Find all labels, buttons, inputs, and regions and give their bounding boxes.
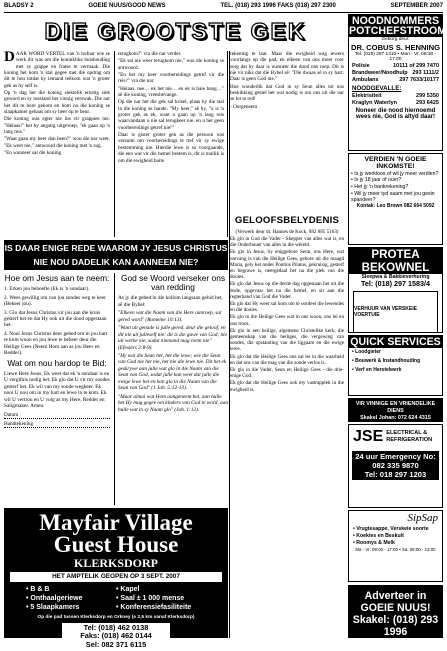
protea-subtitle: Sleepwa & Bakkieverhuring [361,274,430,280]
mayfair-contacts [62,623,170,651]
article-column-1 [4,51,110,237]
jse-emergency-label: 24 uur Emergency No: [355,451,436,461]
step-item: 4. Nooi Jesus Christus deur gebed om in jou hart te kom woon en jou lewe te beheer deur die Heilige Gees (Neem Hom aan as jou Heer en Redder). [4,330,108,357]
article-paragraph: "En wanneer sal die koning [4,150,62,157]
service-item: • Verf en Herstelwerk [352,367,402,373]
emergency-row: Elektrisiteit 299 5350 [352,92,439,99]
emergency-numbers-advert [348,14,447,151]
scripture-quote: "Hy wat die Seun het, het die lewe; wie die Seun van God nie het nie, het nie die lewe nie. Dit het ek geskrywe aan julle wat glo in die Naam van die Seun van God, sodat julle kan weet dat julle die ewige lewe het en kan glo in die Naam van die Seun van God" (1 Joh. 5:12-13). [118,353,227,392]
creed-line: Ek glo dat Jesus op die derde dag opgestaan het uit die dode, opgevaar het na die hemel, en sit aan die regterhand van God die Vader. [230,281,344,300]
article-paragraph: "Helaas, nee… ek het nie… en ek is baie bang…" sê die koning, vreesbevange. [118,85,224,99]
article-column-2 [118,51,224,237]
date-line[interactable]: Datum [4,412,110,419]
mayfair-town: KLERKSDORP [73,556,158,570]
assurance-heading: God se Woord verseker ons van redding [120,273,226,293]
page-header [4,2,443,13]
article-paragraph: DAAR WORD VERTEL van 'n hofnar wie se werk dit was om die koninklike huishouding met sy grappe en fratse te vermaak. Die koning het hom 'n stal gegee met die opdrag om dit te hou totdat hy iemand teëkom wat 'n groter gek as hy self is. [4,49,110,89]
creed-column [230,215,344,639]
emergency-row: Polisie 10111 of 299 7470 [352,63,439,70]
article-paragraph: Hoe wonderlik dat God in sy Seun alles tot ons beskikking gestel het wat nodig is om ons uit die nar se lot te red! [230,83,344,103]
drop-cap: D [4,49,15,65]
article-paragraph: "En het my heer voorbereidings getref vir die reis?" vra die nar. [118,72,224,85]
article-title: DIE GROOTSTE GEK [44,18,307,44]
sipsap-item: • Koekies en Beskuit [353,533,404,539]
creed-line: Ek glo in een heilige, algemene Christelike kerk, die gemeenskap van die heiliges, die vergewing van sondes, die opstanding van die liggaam en die ewige lewe. [230,327,344,353]
income-contact: Kontak: Leo Brown 082 664 5092 [356,202,435,209]
how-to-accept-column [4,273,110,505]
feature-item: • Saal ± 1 000 mense [116,594,185,602]
step-item: 1. Erken jou behoefte (Ek is 'n sondaar). [4,286,90,293]
prayer-heading: Wat om nou hardop te Bid: [7,357,107,368]
jse-advert [348,424,443,508]
mayfair-cell: Sel: 082 371 6115 [85,640,147,650]
sponsor-label: Geborg deur: [381,37,410,42]
step-item: 3. Glo dat Jesus Christus vir jou aan die kruis gesterf het en dat Hy ook uit die dood opgestaan het. [4,309,107,329]
step-item: 2. Wees gewillig om van jou sondes weg te keer (Bekeer jou). [4,294,106,308]
creed-line: Ek glo dat die Heilige Gees ook my vastrapplek in die ewigheid is. [230,380,344,393]
paper-name: GOEIE NUUS/GOOD NEWS [88,3,166,10]
prayer-text: Liewe Here Jesus, Ek weet dat ek 'n sondaar is en U vergifnis nodig het. Ek glo dat U vir my sondes gesterf het. Ek wil van my sonde wegkeer. Ek nooi U nou om in my hart en lewe in te kom. Ek wil U vertrou en U volg as my Here, Redder en Saligmaker. Amen. [4,370,110,410]
scripture-quote: "Maar almal wat Hom aangeneem het, aan hulle het Hy mag gegee om kinders van God te word, aan hulle wat in sy Naam glo" (Joh. 1:12). [118,393,228,413]
doctor-name: DR. COBUS S. HENNING [350,42,441,52]
header-date: SEPTEMBER 2007 [390,3,443,10]
feature-item: • B & B [26,585,50,593]
jse-title: ELECTRICAL & REFRIGERATION [386,430,433,443]
question-banner: IS DAAR ENIGE REDE WAAROM JY JESUS CHRISTUS NIE NOU DADELIK KAN AANNEEM NIE? [4,240,228,270]
creed-line: Ek glo in God die Vader - Skepper van alles wat is, en die Onderhouer van alles in die wêreld. [230,235,344,249]
mayfair-advert [4,508,228,650]
assurance-column [118,273,228,505]
article-paragraph: Daar is gister groter gek as die persoon wat versuim om voorbereidings te tref vir sy ewige bestemming nie. Hierdie lewe is so voorgaande, die een wat vir die hemel bestem is, dit is mallik is om die ewigheid buite [118,132,224,164]
header-contact: TEL. (018) 293 1996 FAKS (018) 297 2300 [220,3,336,10]
how-to-accept-heading: Hoe om Jesus aan te neem: [4,273,110,283]
article-byline: - Oorgeneem [230,103,258,110]
creed-line: Ek glo in die Vader, Seun en Heilige Gees - die drie-enige God. [230,366,344,380]
article-paragraph: "Ek sal nie weer terugkom nie," was die koning se antwoord. [118,58,224,71]
quick-services-title: QUICK SERVICES [350,336,441,348]
income-heading: VERDIEN 'N GOEIE INKOMSTE! [364,156,427,171]
assurance-intro: As jy die gebed in die kollom langsaan gebid het, sê die Bybel: [118,295,223,308]
advertise-banner: Adverteer in GOEIE NUUS! Skakel: (018) 293 1996 [348,585,443,638]
column-divider [114,51,115,237]
scripture-quote: "Want uit genade is julle gered, deur die geloof, en dit nie uit julleself nie: dit is die gawe van God; nie uit werke nie, sodat niemand mag roem nie" (Efesiërs 2:8-9). [118,325,228,351]
feature-item: • 5 Slaapkamers [26,603,80,611]
fast-service-heading: VIR VINNIGE EN VRIENDELIKE DIENS [355,401,436,414]
mayfair-fax: Faks: (018) 462 0144 [80,631,152,641]
article-paragraph: Op 'n dag het die koning siektelik ernstig siek geword en sy toestand het vinnig verswak. Die nar het dit te hore gekom en hom na die koning se slaapkamer gehaas om sy heer op te beur. [4,90,110,116]
emergency-note: Noneer die nood hiernoemd wees nie, God is altyd daar! [355,107,436,121]
jse-emergency [352,451,439,480]
creed-heading: GELOOFSBELYDENIS [234,215,340,226]
emergency-title: NOODNOMMERS POTCHEFSTROOM [349,15,447,37]
emergency-subheading: NOODGEVALLE: [352,85,402,93]
feature-item: • Kapel [116,585,140,593]
creed-line: Ek glo dat Hy weer sal kom om te oordeel die lewendes en die dooies. [230,300,344,314]
mayfair-tel: Tel: (018) 462 0138 [83,622,149,632]
service-item: • Loodgieter [352,349,381,355]
doctor-hours: Tel: (018) 297 1310 • Man - Vr. 08:30 - 17:00 [354,51,437,63]
sipsap-advert [348,510,443,582]
sipsap-item: • Vrugtesappe, Verskeie soorte [353,526,429,533]
income-bullet: • Het jy 'n bankrekening? [351,184,409,190]
sipsap-item: • Roomys & Melk [353,539,395,546]
jse-logo: JSE [353,428,384,445]
column-divider [114,273,115,505]
jse-header [349,425,442,449]
creed-byline: (Verwerk deur dr. Hannes de Kock, 082 885 5163) [235,228,339,235]
feature-item: • Konferensiefasiliteite [116,603,192,611]
sipsap-hours: Ma - Vr: 09:00 - 17:00 • Sa: 09:00 - 13:00 [355,547,436,553]
income-bullet: • Is jy 18 jaar of ouer? [351,177,402,184]
article-paragraph: terugkom?" vra die nar verder. [118,51,182,57]
protea-title: PROTEA BEKOWNEL [349,248,442,274]
article-paragraph: Op die nar het die gek sal krisel, plaas hy die stal in die koning se hande. "My heer," sê hy, "u is 'n groter gek as ek, want u gaan op 'n lang reis waarvandaan u nie sal terugkeer nie, en u het geen voorbereidings getref nie!" [118,99,224,131]
creed-line: Ek glo in die Heilige Gees wat in ons woon, ons lei en ons troos. [230,314,344,327]
creed-line: Ek glo in Jesus, Sy eniggebore Seun, ons Here, wat ontvang is van die Heilige Gees, gebore uit die maagd Maria, gely het onder Pontius Pilatus, gekruisig, gesterf en begrawe is, neergedaal het na die plek van die dooies. [230,249,344,281]
mayfair-subtitle: Guest House [53,532,179,557]
protea-advert [348,247,443,333]
jse-emergency-number: 082 335 9870 [372,460,419,470]
emergency-row: Brandweer/Noodhulp 293 1111/2 [352,70,439,77]
income-advert [348,153,443,245]
fast-service-phone: Skakel Johan: 072 624 4315 [360,415,431,421]
mayfair-features [4,584,228,613]
emergency-row: Ambulans 297 7633/10177 [352,77,439,84]
mayfair-title: Mayfair Village [39,510,193,535]
page-number: BLADSY 2 [4,3,34,10]
scripture-quote: "Elkeen wat die Naam van die Here aanroep, sal gered word" (Romeine 10:13). [118,310,222,323]
article-paragraph: "Waar gaan my heer dan heen?" wou die nar weet. "Ek weet nie," antwoord die koning met 'n sug. [4,136,110,149]
article-paragraph: Die koning was egter nie lus vir grappies nie. "Helaas!" het hy angstig uitgeroep, "ek gaan op 'n lang reis." [4,116,110,136]
sipsap-logo: SipSap [407,512,438,524]
fast-service-banner [348,398,443,422]
quick-services-advert [348,335,443,396]
service-item: • Bouwerk & Instandhouding [352,358,421,364]
mayfair-opening: HET AMPTELIK GEOPEN OP 3 SEPT. 2007 [10,572,222,582]
signature-line[interactable]: Handtekening [4,421,110,428]
feature-item: • Onthaalgeriewe [26,594,83,602]
truck-image: VERHUUR VAN VERSKEIE VOERTUIE [353,291,438,333]
emergency-row: Kraglyn Waterlyn 293 6425 [352,99,439,106]
income-bullet: • Wil jy meer tyd saam met jou gesin spandeer? [351,190,435,204]
article-column-3 [230,51,344,143]
creed-line: Ek glo dat die Heilige Gees ons sal lei in die waarheid en dat ons van die mag van die sonde verlos is. [230,353,344,366]
jse-office-number: Tel: 018 297 1203 [364,469,427,479]
protea-phone: Tel: (018) 297 1583/4 [361,279,430,289]
column-divider [227,51,228,237]
article-paragraph: rekening te laat. Maar die ewigheid wag iewers voorlangs op die pad, en elkeen van ons moet voor sorg dat hy daar is wanneer die dood ons roep. Dit is nie vir niks dat die Bybel sê: "Die dwaas sê in sy hart: Daar is geen God nie." [230,51,344,83]
mayfair-location: Op die pad tussen Klerksdorp en Orkney (± 2,5 km vanaf Klerksdorp) [37,614,195,620]
income-bullet: • Is jy werkloos of wil jy meer verdien? [351,170,439,177]
